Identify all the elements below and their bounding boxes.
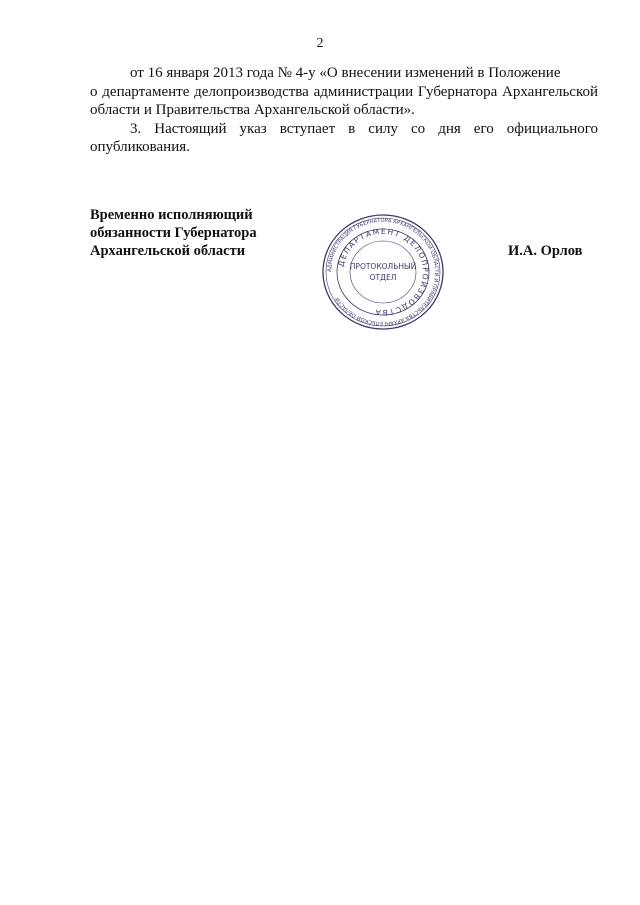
- signatory-position: [90, 206, 330, 260]
- paragraph-decree-reference-cont: о департаменте делопроизводства администрации Губернатора Архангельской области и Правительства Архангельской области».: [90, 83, 598, 118]
- paragraph-effective-date: 3. Настоящий указ вступает в силу со дня его официального опубликования.: [90, 120, 598, 155]
- signatory-name: И.А. Орлов: [508, 243, 583, 259]
- seal-center-line-2: ОТДЕЛ: [369, 273, 397, 282]
- position-line-1: Временно исполняющий: [90, 207, 253, 223]
- official-seal-stamp: [318, 212, 448, 332]
- paragraph-decree-reference: [90, 64, 598, 83]
- seal-inner-text: ДЕПАРТАМЕНТ ДЕЛОПРОИЗВОДСТВА: [336, 226, 431, 318]
- page-number: 2: [316, 36, 324, 51]
- seal-graphic: [318, 212, 448, 332]
- seal-outer-text: АДМИНИСТРАЦИЯ ГУБЕРНАТОРА АРХАНГЕЛЬСКОЙ ОБЛАСТИ И ПРАВИТЕЛЬСТВА АРХАНГЕЛЬСКОЙ ОБЛАСТИ: [326, 217, 440, 327]
- paragraph-1-line: от 16 января 2013 года № 4-у «О внесении изменений в Положение: [130, 65, 561, 81]
- position-line-2: обязанности Губернатора: [90, 225, 257, 241]
- position-line-3: Архангельской области: [90, 243, 246, 259]
- document-body: [90, 64, 598, 157]
- seal-center-line-1: ПРОТОКОЛЬНЫЙ: [349, 262, 417, 271]
